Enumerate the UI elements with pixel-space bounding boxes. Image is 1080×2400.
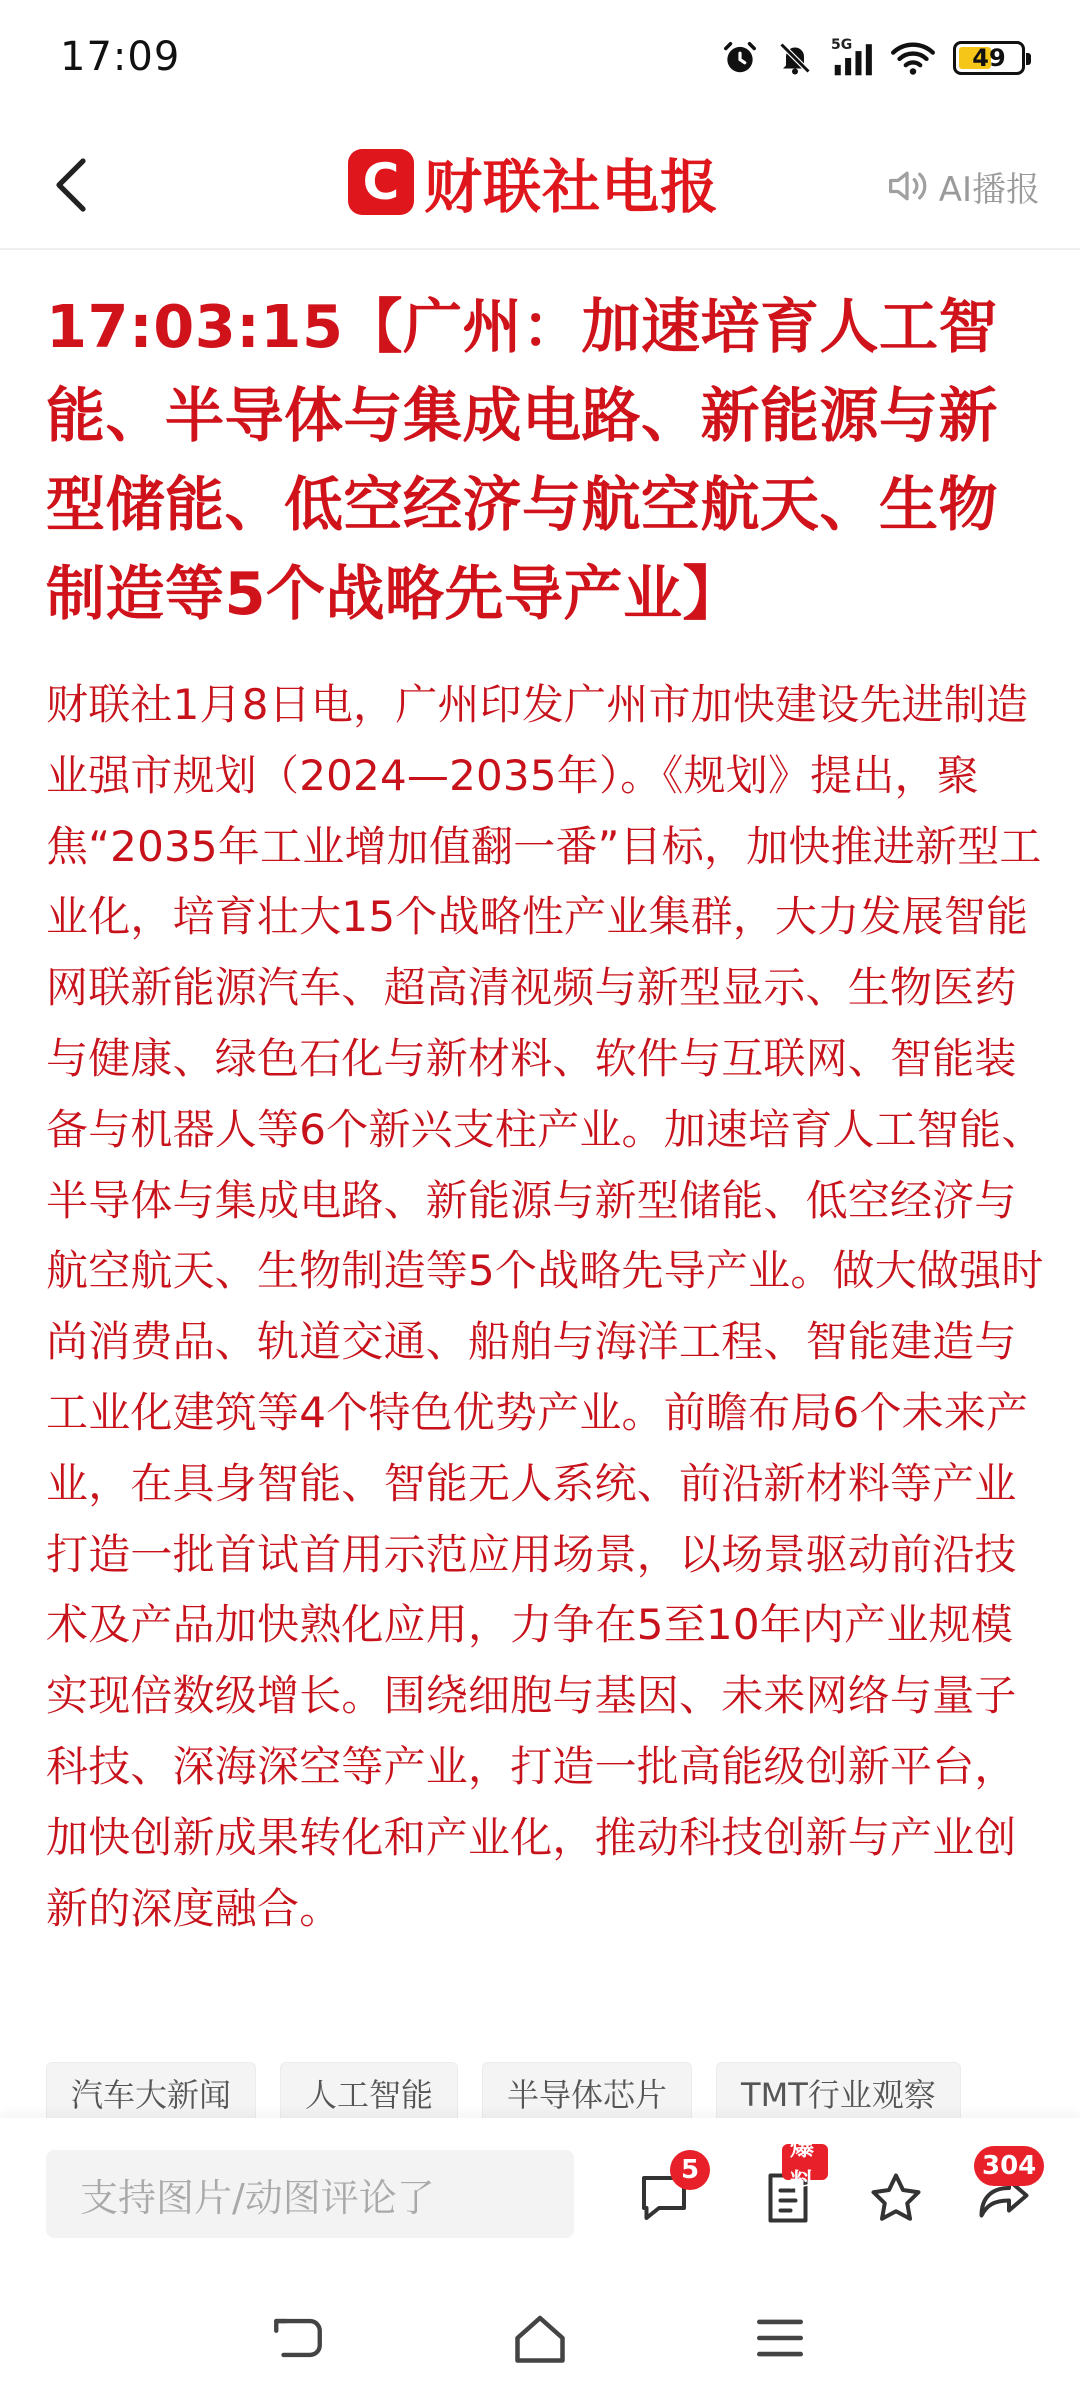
article-headline: 17:03:15【广州：加速培育人工智能、半导体与集成电路、新能源与新型储能、低空经济与航空航天、生物制造等5个战略先导产业】 <box>46 292 999 628</box>
system-back-button[interactable] <box>258 2298 338 2378</box>
tag-item[interactable]: 汽车大新闻 <box>46 2062 256 2124</box>
share-count-badge: 304 <box>974 2146 1044 2186</box>
tag-item[interactable]: 半导体芯片 <box>482 2062 692 2124</box>
brand-name: 财联社电报 <box>424 153 720 221</box>
status-bar <box>0 0 1080 120</box>
star-icon <box>866 2168 926 2228</box>
share-button[interactable] <box>964 2151 1044 2238</box>
system-home-button[interactable] <box>500 2298 580 2378</box>
system-nav-bar <box>0 2278 1080 2400</box>
comment-input[interactable]: 支持图片/动图评论了 <box>46 2150 574 2238</box>
signal-icon <box>831 39 873 77</box>
chevron-left-icon <box>53 157 89 213</box>
status-icons <box>721 38 1025 78</box>
comment-count-badge: 5 <box>670 2150 710 2190</box>
speaker-icon <box>885 166 929 206</box>
article-body: 财联社1月8日电，广州印发广州市加快建设先进制造业强市规划（2024—2035年）。《规划》提出，聚焦“2035年工业增加值翻一番”目标，加快推进新型工业化，培育壮大15个战略性产业集群，大力发展智能网联新能源汽车、超高清视频与新型显示、生物医药与健康、绿色石化与新材料、软件与互联网、智能装备与机器人等6个新兴支柱产业。加速培育人工智能、半导体与集成电路、新能源与新型储能、低空经济与航空航天、生物制造等5个战略先导产业。做大做强时尚消费品、轨道交通、船舶与海洋工程、智能建造与工业化建筑等4个特色优势产业。前瞻布局6个未来产业，在具身智能、智能无人系统、前沿新材料等产业打造一批首试首用示范应用场景，以场景驱动前沿技术及产品加快熟化应用，力争在5至10年内产业规模实现倍数级增长。围绕细胞与基因、未来网络与量子科技、深海深空等产业，打造一批高能级创新平台，加快创新成果转化和产业化，推动科技创新与产业创新的深度融合。 <box>46 680 1044 1933</box>
logo-mark <box>348 149 414 215</box>
comment-bar <box>0 2118 1080 2278</box>
mute-icon <box>777 39 813 77</box>
tip-off-button[interactable] <box>748 2133 828 2238</box>
menu-icon <box>752 2315 808 2361</box>
back-button[interactable] <box>36 150 106 220</box>
network-type-label: 5G <box>831 37 853 53</box>
home-icon <box>510 2312 570 2364</box>
tag-item[interactable]: TMT行业观察 <box>716 2062 961 2124</box>
wifi-icon <box>891 40 935 76</box>
tag-list <box>46 2062 961 2124</box>
battery-level: 49 <box>972 44 1006 72</box>
favorite-button[interactable] <box>856 2158 936 2238</box>
brand-logo <box>348 142 719 222</box>
system-menu-button[interactable] <box>740 2298 820 2378</box>
back-nav-icon <box>269 2313 327 2363</box>
ai-broadcast-label: AI播报 <box>938 169 1040 210</box>
tip-off-badge: 爆料 <box>782 2144 828 2180</box>
app-header <box>0 120 1080 250</box>
alarm-icon <box>721 39 759 77</box>
battery-icon <box>953 41 1025 75</box>
ai-broadcast-button[interactable] <box>885 156 1040 216</box>
status-time: 17:09 <box>60 34 181 80</box>
comments-button[interactable] <box>624 2155 704 2238</box>
logo-letter: C <box>362 153 400 211</box>
tag-item[interactable]: 人工智能 <box>280 2062 458 2124</box>
